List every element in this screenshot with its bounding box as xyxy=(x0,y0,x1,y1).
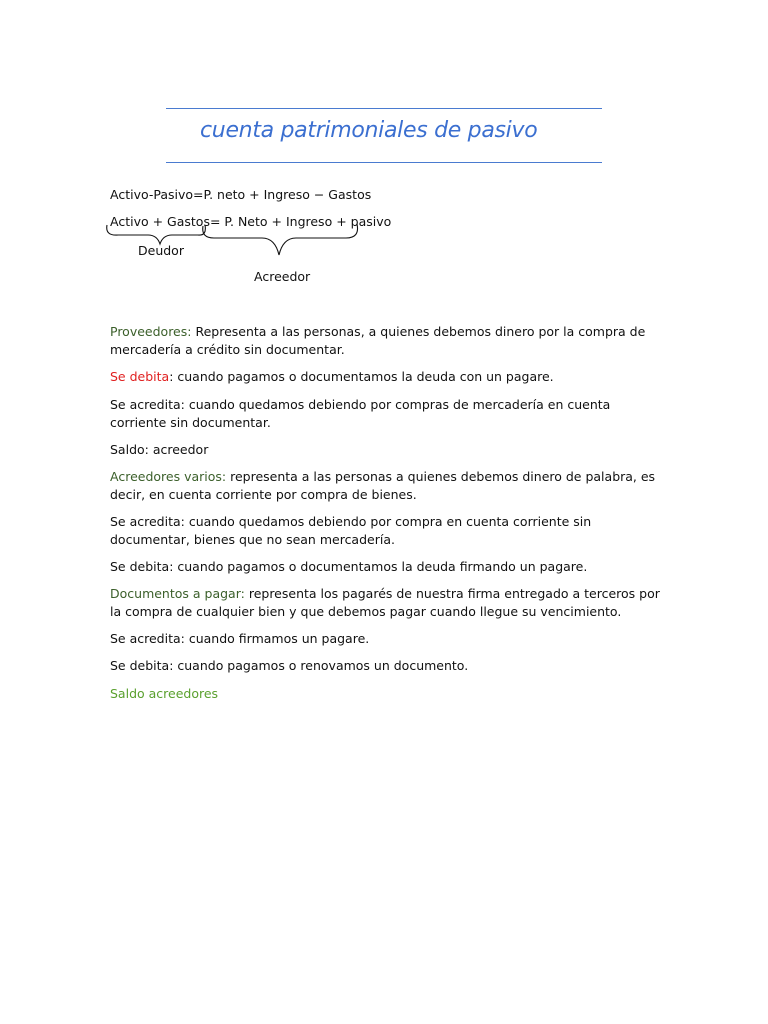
proveedores-term: Proveedores: xyxy=(110,324,192,339)
documentos-term: Documentos a pagar: xyxy=(110,586,245,601)
acreedores-varios-paragraph xyxy=(110,468,670,504)
proveedores-debita-text: : cuando pagamos o documentamos la deuda con un pagare. xyxy=(169,369,554,384)
acreedores-acredita-paragraph: Se acredita: cuando quedamos debiendo por compra en cuenta corriente sin documentar, bienes que no sean mercadería. xyxy=(110,514,592,547)
proveedores-debita-paragraph xyxy=(110,368,670,386)
document-title: cuenta patrimoniales de pasivo xyxy=(200,118,538,143)
proveedores-paragraph xyxy=(110,323,670,359)
acreedor-label: Acreedor xyxy=(254,269,311,284)
saldo-acreedores-paragraph: Saldo acreedores xyxy=(110,686,219,701)
proveedores-text: Representa a las personas, a quienes debemos dinero por la compra de mercadería a crédito sin documentar. xyxy=(110,324,646,357)
documentos-paragraph xyxy=(110,585,670,621)
acreedores-debita-paragraph: Se debita: cuando pagamos o documentamos la deuda firmando un pagare. xyxy=(110,559,588,574)
acreedores-varios-term: Acreedores varios: xyxy=(110,469,227,484)
acreedor-brace xyxy=(203,224,358,255)
deudor-label: Deudor xyxy=(138,243,184,258)
proveedores-acredita-paragraph: Se acredita: cuando quedamos debiendo por compras de mercadería en cuenta corriente sin documentar. xyxy=(110,397,611,430)
se-debita-term: Se debita xyxy=(110,369,170,384)
equation-line-1: Activo-Pasivo=P. neto + Ingreso − Gastos xyxy=(110,187,372,202)
acreedores-varios-text: representa a las personas a quienes debemos dinero de palabra, es decir, en cuenta corriente por compra de bienes. xyxy=(110,469,656,502)
documentos-text: representa los pagarés de nuestra firma entregado a terceros por la compra de cualquier bien y que debemos pagar cuando llegue su vencimiento. xyxy=(110,586,660,619)
equation-line-2: Activo + Gastos= P. Neto + Ingreso + pasivo xyxy=(110,214,392,229)
documentos-debita-paragraph: Se debita: cuando pagamos o renovamos un documento. xyxy=(110,658,469,673)
proveedores-saldo-paragraph: Saldo: acreedor xyxy=(110,442,209,457)
documentos-acredita-paragraph: Se acredita: cuando firmamos un pagare. xyxy=(110,631,370,646)
